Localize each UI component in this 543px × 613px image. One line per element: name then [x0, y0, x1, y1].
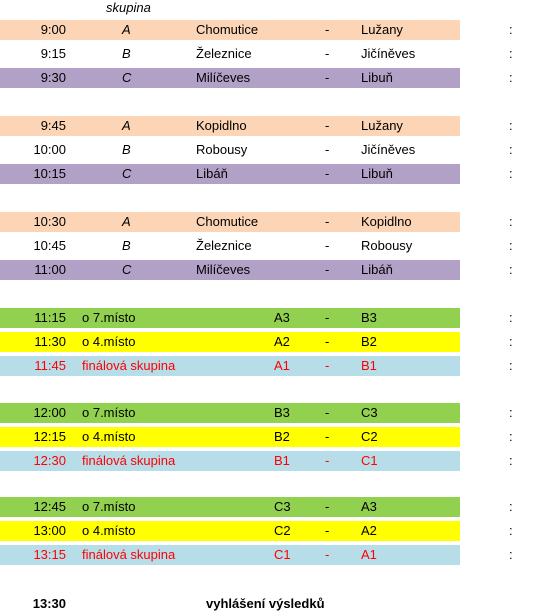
away-team: Lužany: [361, 118, 403, 133]
home-team: Milíčeves: [196, 262, 251, 277]
match-row-group-b: [0, 236, 460, 256]
match-row-group-c: [0, 68, 460, 88]
away-seed: C1: [361, 453, 378, 468]
score-colon: :: [509, 405, 513, 420]
match-label: o 7.místo: [82, 405, 136, 420]
match-separator: -: [325, 310, 330, 325]
match-time: 11:45: [34, 358, 66, 373]
away-team: Jičíněves: [361, 46, 416, 61]
match-time: 9:30: [40, 70, 66, 85]
home-seed: A2: [274, 334, 290, 349]
score-colon: :: [509, 22, 513, 37]
match-separator: -: [325, 523, 330, 538]
away-seed: B2: [361, 334, 377, 349]
match-separator: -: [325, 547, 330, 562]
score-colon: :: [509, 547, 513, 562]
away-team: Robousy: [361, 238, 413, 253]
match-time: 11:15: [34, 310, 66, 325]
match-group: A: [122, 214, 131, 229]
away-team: Lužany: [361, 22, 403, 37]
score-colon: :: [509, 523, 513, 538]
away-seed: A1: [361, 547, 377, 562]
match-row-fourth-place: [0, 427, 460, 447]
score-colon: :: [509, 499, 513, 514]
match-time: 13:00: [33, 523, 66, 538]
home-seed: A1: [274, 358, 290, 373]
match-row-group-c: [0, 260, 460, 280]
announcement-time: 13:30: [32, 596, 66, 611]
match-time: 11:00: [34, 262, 66, 277]
match-row-seventh-place: [0, 497, 460, 517]
match-separator: -: [325, 358, 330, 373]
match-separator: -: [325, 499, 330, 514]
match-group: B: [122, 142, 131, 157]
match-time: 10:45: [33, 238, 66, 253]
match-row-final-group: [0, 356, 460, 376]
match-separator: -: [325, 453, 330, 468]
home-team: Železnice: [196, 238, 252, 253]
match-row-final-group: [0, 545, 460, 565]
match-time: 9:45: [40, 118, 66, 133]
score-colon: :: [509, 358, 513, 373]
match-group: B: [122, 238, 131, 253]
away-team: Kopidlno: [361, 214, 412, 229]
home-seed: B3: [274, 405, 290, 420]
away-team: Jičíněves: [361, 142, 416, 157]
match-row-group-a: [0, 116, 460, 136]
match-row-group-b: [0, 44, 460, 64]
match-time: 12:00: [33, 405, 66, 420]
match-time: 12:15: [33, 429, 66, 444]
match-separator: -: [325, 238, 330, 253]
home-team: Chomutice: [196, 214, 259, 229]
match-label: finálová skupina: [82, 358, 176, 373]
away-seed: A2: [361, 523, 377, 538]
home-seed: A3: [274, 310, 290, 325]
away-seed: B3: [361, 310, 377, 325]
home-team: Kopidlno: [196, 118, 247, 133]
away-seed: A3: [361, 499, 377, 514]
home-team: Robousy: [196, 142, 248, 157]
score-colon: :: [509, 166, 513, 181]
match-label: o 4.místo: [82, 429, 136, 444]
match-row-fourth-place: [0, 332, 460, 352]
match-time: 13:15: [33, 547, 66, 562]
match-row-seventh-place: [0, 308, 460, 328]
home-team: Chomutice: [196, 22, 259, 37]
home-seed: B1: [274, 453, 290, 468]
match-label: o 4.místo: [82, 523, 136, 538]
score-colon: :: [509, 262, 513, 277]
home-team: Libáň: [196, 166, 228, 181]
results-announcement-row: [0, 595, 543, 613]
match-row-group-a: [0, 212, 460, 232]
match-time: 12:45: [33, 499, 66, 514]
match-separator: -: [325, 429, 330, 444]
score-colon: :: [509, 334, 513, 349]
score-colon: :: [509, 142, 513, 157]
match-separator: -: [325, 262, 330, 277]
away-seed: C3: [361, 405, 378, 420]
score-colon: :: [509, 238, 513, 253]
match-label: o 4.místo: [82, 334, 136, 349]
away-team: Libuň: [361, 70, 393, 85]
match-label: finálová skupina: [82, 453, 176, 468]
score-colon: :: [509, 70, 513, 85]
group-column-header: skupina: [106, 0, 151, 15]
score-colon: :: [509, 429, 513, 444]
match-separator: -: [325, 22, 330, 37]
match-group: C: [122, 70, 132, 85]
match-label: finálová skupina: [82, 547, 176, 562]
match-group: A: [122, 118, 131, 133]
match-time: 10:00: [33, 142, 66, 157]
match-time: 9:15: [40, 46, 66, 61]
home-team: Milíčeves: [196, 70, 251, 85]
match-time: 9:00: [40, 22, 66, 37]
match-group: C: [122, 262, 132, 277]
announcement-text: vyhlášení výsledků: [206, 596, 325, 611]
match-row-group-a: [0, 20, 460, 40]
match-group: B: [122, 46, 131, 61]
away-team: Libáň: [361, 262, 393, 277]
score-colon: :: [509, 214, 513, 229]
match-label: o 7.místo: [82, 310, 136, 325]
match-separator: -: [325, 405, 330, 420]
match-separator: -: [325, 214, 330, 229]
match-separator: -: [325, 70, 330, 85]
match-time: 12:30: [33, 453, 66, 468]
away-seed: B1: [361, 358, 377, 373]
home-seed: B2: [274, 429, 290, 444]
match-separator: -: [325, 46, 330, 61]
match-label: o 7.místo: [82, 499, 136, 514]
match-separator: -: [325, 118, 330, 133]
match-row-group-b: [0, 140, 460, 160]
away-seed: C2: [361, 429, 378, 444]
match-group: C: [122, 166, 132, 181]
home-seed: C1: [274, 547, 291, 562]
match-time: 10:15: [33, 166, 66, 181]
score-colon: :: [509, 46, 513, 61]
score-colon: :: [509, 118, 513, 133]
match-separator: -: [325, 334, 330, 349]
score-colon: :: [509, 453, 513, 468]
away-team: Libuň: [361, 166, 393, 181]
score-colon: :: [509, 310, 513, 325]
match-time: 10:30: [33, 214, 66, 229]
match-time: 11:30: [34, 334, 66, 349]
match-row-final-group: [0, 451, 460, 471]
match-separator: -: [325, 142, 330, 157]
match-row-seventh-place: [0, 403, 460, 423]
home-team: Železnice: [196, 46, 252, 61]
match-row-fourth-place: [0, 521, 460, 541]
home-seed: C2: [274, 523, 291, 538]
match-separator: -: [325, 166, 330, 181]
match-row-group-c: [0, 164, 460, 184]
match-group: A: [122, 22, 131, 37]
home-seed: C3: [274, 499, 291, 514]
